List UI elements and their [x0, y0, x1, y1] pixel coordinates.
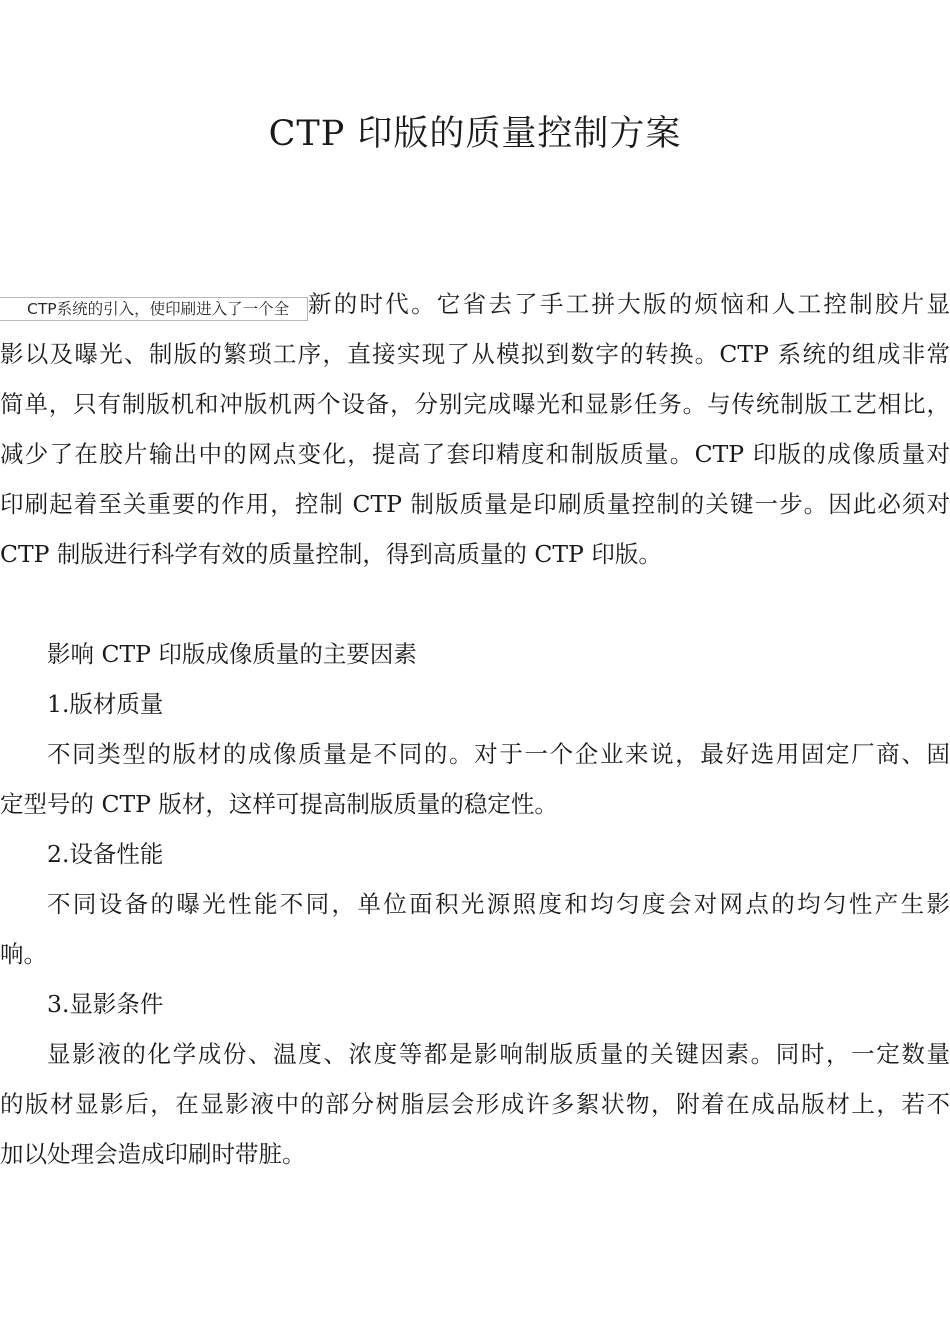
intro-line-4: 减少了在胶片输出中的网点变化，提高了套印精度和制版质量。CTP 印版的成像质量对 — [0, 440, 950, 468]
intro-line-5: 印刷起着至关重要的作用，控制 CTP 制版质量是印刷质量控制的关键一步。因此必须对 — [0, 490, 950, 518]
factor-3-line-3: 加以处理会造成印刷时带脏。 — [0, 1140, 306, 1168]
factor-1-heading: 1.版材质量 — [47, 690, 164, 718]
intro-line-2: 影以及曝光、制版的繁琐工序，直接实现了从模拟到数字的转换。CTP 系统的组成非常 — [0, 340, 950, 368]
inset-text-box — [0, 297, 308, 321]
inset-text-label: CTP系统的引入，使印刷进入了一个全 — [27, 300, 290, 318]
factor-2-line-2: 响。 — [0, 940, 47, 968]
intro-line-3: 简单，只有制版机和冲版机两个设备，分别完成曝光和显影任务。与传统制版工艺相比， — [0, 390, 950, 418]
factor-1-line-1: 不同类型的版材的成像质量是不同的。对于一个企业来说，最好选用固定厂商、固 — [47, 740, 950, 768]
factor-2-heading: 2.设备性能 — [47, 840, 164, 868]
factor-3-heading: 3.显影条件 — [47, 990, 164, 1018]
section-heading: 影响 CTP 印版成像质量的主要因素 — [47, 640, 417, 668]
document-title: CTP 印版的质量控制方案 — [268, 114, 682, 154]
factor-3-line-1: 显影液的化学成份、温度、浓度等都是影响制版质量的关键因素。同时，一定数量 — [47, 1040, 950, 1068]
factor-1-line-2: 定型号的 CTP 版材，这样可提高制版质量的稳定性。 — [0, 790, 558, 818]
intro-line-1: 新的时代。它省去了手工拼大版的烦恼和人工控制胶片显 — [308, 290, 950, 318]
factor-3-line-2: 的版材显影后，在显影液中的部分树脂层会形成许多絮状物，附着在成品版材上，若不 — [0, 1090, 950, 1118]
intro-line-6: CTP 制版进行科学有效的质量控制，得到高质量的 CTP 印版。 — [0, 540, 662, 568]
factor-2-line-1: 不同设备的曝光性能不同，单位面积光源照度和均匀度会对网点的均匀性产生影 — [47, 890, 950, 918]
